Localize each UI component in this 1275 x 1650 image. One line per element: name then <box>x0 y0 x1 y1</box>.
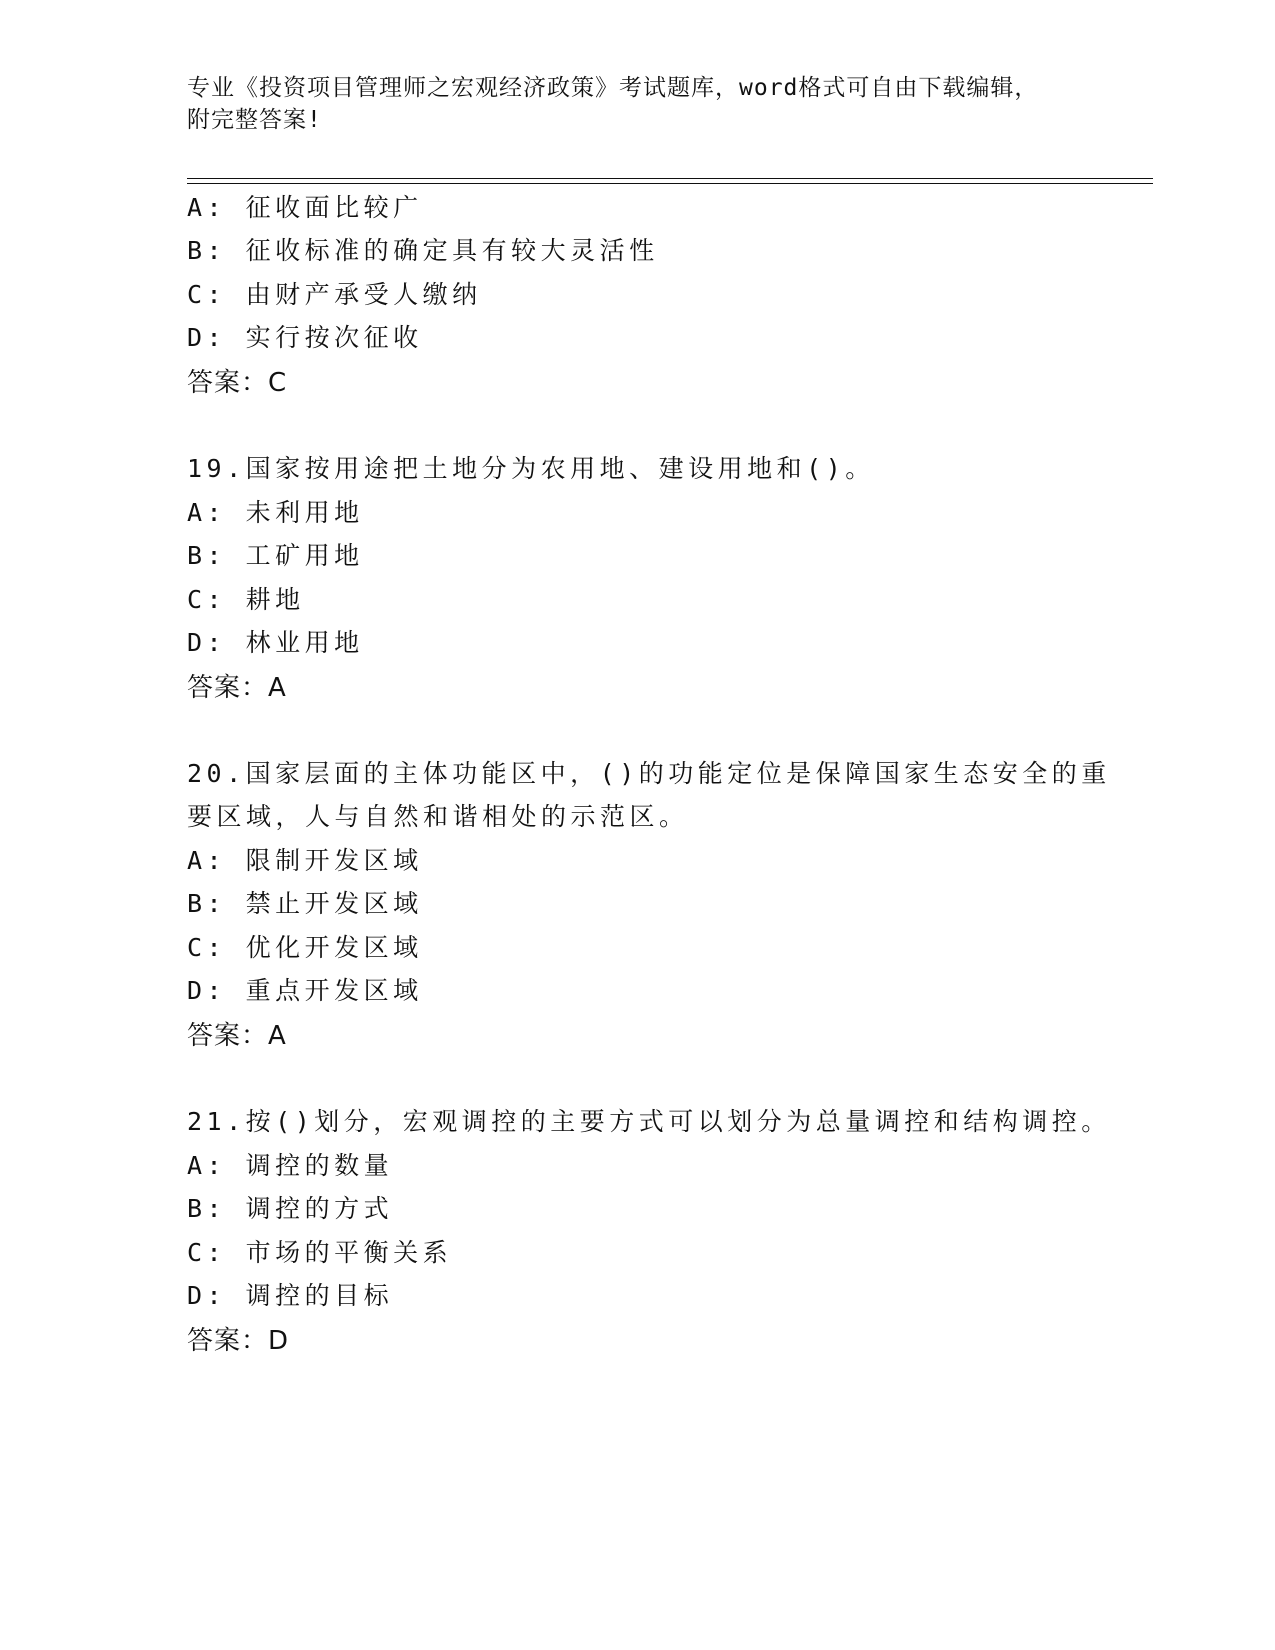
q19-stem: 19.国家按用途把土地分为农用地、建设用地和()。 <box>187 454 875 483</box>
q19-option-d: D: 林业用地 <box>187 628 364 657</box>
q20-stem-line-1: 20.国家层面的主体功能区中，()的功能定位是保障国家生态安全的重 <box>187 759 1111 788</box>
q20-stem-line-2: 要区域，人与自然和谐相处的示范区。 <box>187 802 689 831</box>
document-header <box>187 72 1087 136</box>
q20-option-d: D: 重点开发区域 <box>187 976 423 1005</box>
q21-option-b: B: 调控的方式 <box>187 1194 394 1223</box>
q18-option-a: A: 征收面比较广 <box>187 193 423 222</box>
q20-option-c: C: 优化开发区域 <box>187 933 423 962</box>
header-line-1: 专业《投资项目管理师之宏观经济政策》考试题库，word格式可自由下载编辑， <box>187 75 1039 101</box>
q21-stem: 21.按()划分，宏观调控的主要方式可以划分为总量调控和结构调控。 <box>187 1107 1111 1136</box>
q19-answer: 答案：A <box>187 673 287 703</box>
q18-answer: 答案：C <box>187 368 288 398</box>
header-line-2: 附完整答案! <box>187 107 322 133</box>
q18-option-d: D: 实行按次征收 <box>187 323 423 352</box>
q19-option-c: C: 耕地 <box>187 585 305 614</box>
q18-option-c: C: 由财产承受人缴纳 <box>187 280 482 309</box>
q18-option-b: B: 征收标准的确定具有较大灵活性 <box>187 236 659 265</box>
q21-answer: 答案：D <box>187 1326 290 1356</box>
q19-option-a: A: 未利用地 <box>187 498 364 527</box>
q21-option-d: D: 调控的目标 <box>187 1281 394 1310</box>
q20-option-b: B: 禁止开发区域 <box>187 889 423 918</box>
q20-option-a: A: 限制开发区域 <box>187 846 423 875</box>
header-divider <box>187 178 1153 184</box>
q19-option-b: B: 工矿用地 <box>187 541 364 570</box>
q21-option-c: C: 市场的平衡关系 <box>187 1238 453 1267</box>
q20-answer: 答案：A <box>187 1021 287 1051</box>
q21-option-a: A: 调控的数量 <box>187 1151 394 1180</box>
